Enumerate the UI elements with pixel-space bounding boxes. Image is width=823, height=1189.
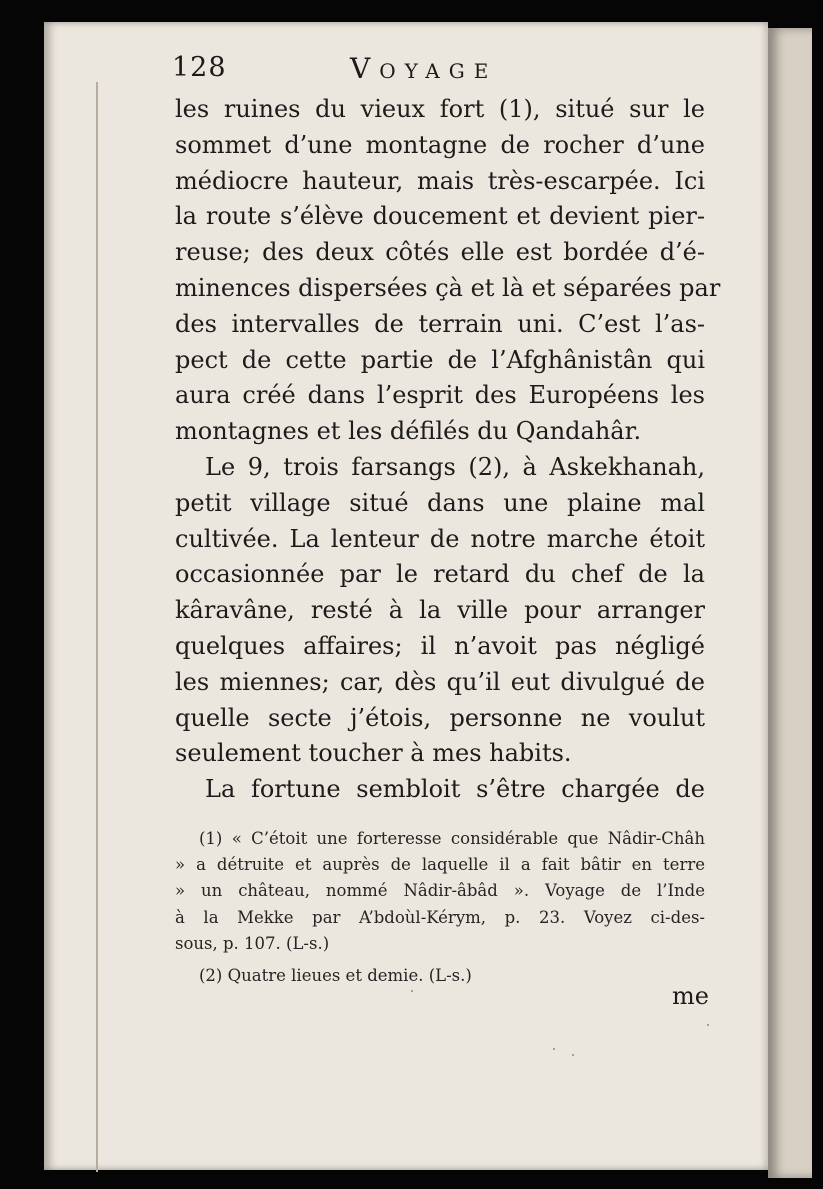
footnote-1-line: (1) « C’étoit une forteresse considérable que Nâdir-Châh <box>199 829 705 848</box>
footnote-2: (2) Quatre lieues et demie. (L-s.) <box>199 965 472 985</box>
text-line: quelle secte j’étois, personne ne voulut <box>175 703 705 732</box>
footnote-1-line: » a détruite et auprès de laquelle il a fait bâtir en terre <box>175 855 705 875</box>
text-line: médiocre hauteur, mais très-escarpée. Ici <box>175 166 705 195</box>
page-gutter-line <box>96 82 98 1172</box>
text-line: kâravâne, resté à la ville pour arranger <box>175 596 705 625</box>
footnote-1-line: sous, p. 107. (L-s.) <box>175 933 330 953</box>
page-number: 128 <box>172 52 227 83</box>
text-line: minences dispersées çà et là et séparées par <box>175 273 721 302</box>
text-line: quelques affaires; il n’avoit pas négligé <box>175 631 705 660</box>
footnotes <box>175 826 705 989</box>
paper-speck <box>411 990 413 992</box>
text-line: La fortune sembloit s’être chargée de <box>205 775 705 804</box>
text-line: pect de cette partie de l’Afghânistân qui <box>175 345 705 374</box>
page-header <box>172 52 712 86</box>
catchword: me <box>672 982 709 1010</box>
adjacent-page-edge <box>768 28 812 1178</box>
footnote-1-line: » un château, nommé Nâdir-âbâd ». Voyage de l’Inde <box>175 881 705 901</box>
paper-speck <box>572 1054 574 1056</box>
text-line: petit village situé dans une plaine mal <box>175 488 705 517</box>
text-line: sommet d’une montagne de rocher d’une <box>175 130 705 159</box>
text-line: les ruines du vieux fort (1), situé sur le <box>175 95 705 123</box>
text-line: les miennes; car, dès qu’il eut divulgué de <box>175 667 705 696</box>
paper-speck <box>553 1048 555 1050</box>
footnote-1-line: à la Mekke par A’bdoùl-Kérym, p. 23. Voyez ci-des- <box>175 907 705 927</box>
running-title: Voyage <box>350 52 498 85</box>
text-line: seulement toucher à mes habits. <box>175 739 572 768</box>
text-line: la route s’élève doucement et devient pier- <box>175 202 705 231</box>
paper-speck <box>707 1024 709 1026</box>
text-line: montagnes et les défilés du Qandahâr. <box>175 417 642 446</box>
text-line: des intervalles de terrain uni. C’est l’as- <box>175 309 705 338</box>
text-line: aura créé dans l’esprit des Européens les <box>175 381 705 410</box>
body-text <box>175 92 721 808</box>
text-line: Le 9, trois farsangs (2), à Askekhanah, <box>205 452 705 481</box>
text-line: occasionnée par le retard du chef de la <box>175 560 705 589</box>
text-line: cultivée. La lenteur de notre marche étoit <box>175 524 705 553</box>
text-line: reuse; des deux côtés elle est bordée d’é- <box>175 238 705 267</box>
